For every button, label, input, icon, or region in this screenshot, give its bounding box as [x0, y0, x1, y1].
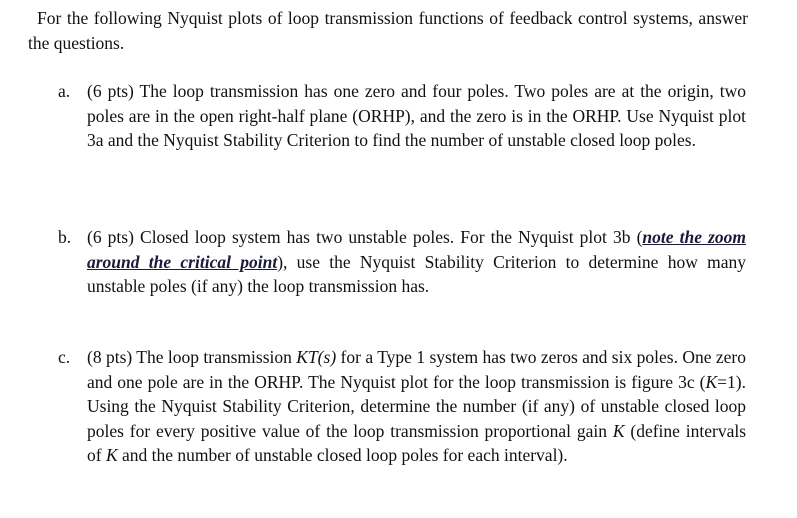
question-b-note-emphasis: note the zoom around the critical point [87, 227, 746, 272]
intro-paragraph [28, 6, 748, 55]
question-c-seg3: =1). Using the Nyquist Stability Criterion, determine the number (if any) of unstable closed loop poles for every positive value of the loop transmission proportional gain [87, 371, 746, 441]
question-c-k2: K [612, 420, 625, 441]
question-b-text [87, 225, 746, 299]
question-b [58, 225, 746, 299]
question-b-text-after: ), use the Nyquist Stability Criterion to determine how many unstable poles (if any) the loop transmission has. [87, 251, 746, 296]
question-b-text-before: (6 pts) Closed loop system has two unstable poles. For the Nyquist plot 3b ( [87, 227, 643, 247]
question-c-letter: c. [58, 347, 71, 367]
question-a [58, 79, 746, 153]
question-c-seg5: and the number of unstable closed loop poles for each interval). [117, 445, 568, 465]
question-c-seg1: (8 pts) The loop transmission [87, 347, 297, 367]
question-c-k1: K [705, 371, 718, 392]
question-c-k3: K [105, 445, 118, 465]
intro-text: For the following Nyquist plots of loop transmission functions of feedback control systems, answer the questions. [28, 8, 748, 53]
question-c-kt: KT(s) [296, 347, 337, 367]
question-a-letter: a. [58, 81, 71, 101]
question-b-letter: b. [58, 227, 72, 247]
question-c-seg2: for a Type 1 system has two zeros and six poles. One zero and one pole are in the ORHP. The Nyquist plot for the loop transmission is figure 3c ( [87, 347, 746, 392]
question-c [58, 345, 746, 468]
question-c-seg4: (define intervals of [87, 420, 747, 465]
question-c-text [87, 345, 746, 468]
question-a-text: (6 pts) The loop transmission has one zero and four poles. Two poles are at the origin, two poles are in the open right-half plane (ORHP), and the zero is in the ORHP. Use Nyquist plot 3a and the Nyquist Stability Criterion to find the number of unstable closed loop poles. [87, 81, 746, 150]
